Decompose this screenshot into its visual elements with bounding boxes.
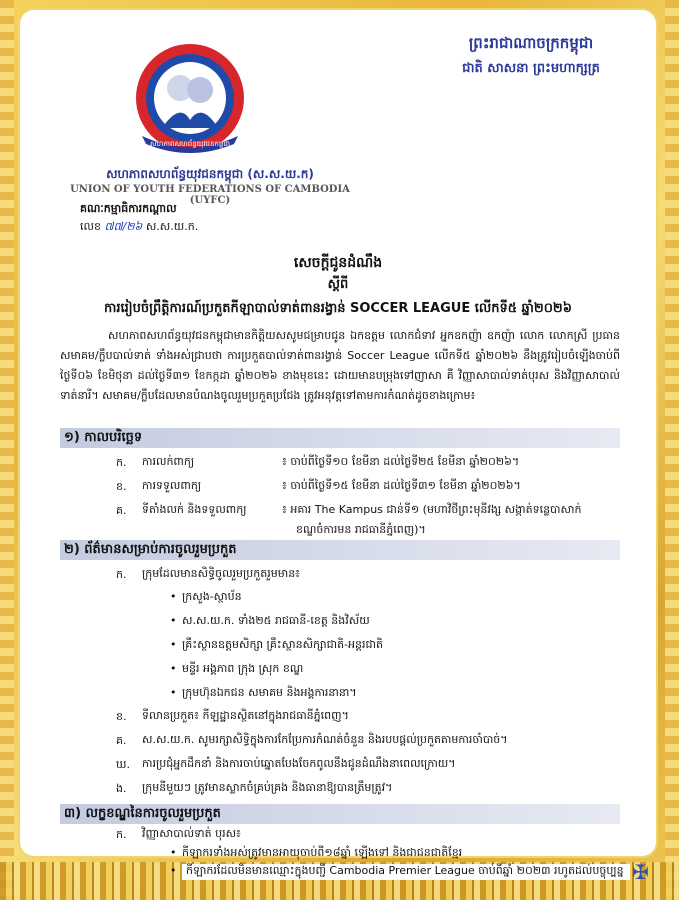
s1-row3-value: ៖ អគារ The Kampus ជាន់ទី១ (មហាវិថីព្រះមុនីវង្ស សង្កាត់ទន្លេបាសាក់ [282,503,582,516]
s1-row1-label: ការលក់ពាក្យ [142,455,195,468]
s2-a-letter: ក. [116,568,127,581]
s1-row3-label: ទីតាំងលក់ និងទទួលពាក្យ [142,503,247,516]
s2-bullet-3: • គ្រឹះស្ថានឧត្តមសិក្សា គ្រឹះស្ថានសិក្សាជាតិ-អន្តរជាតិ [182,638,383,654]
s1-row2-label: ការទទួលពាក្យ [142,479,202,492]
s2-d-letter: ឃ. [116,758,130,771]
reference-number [80,220,198,236]
kingdom-line1: ព្រះរាជាណាចក្រកម្ពុជា [468,34,594,52]
notice-title: សេចក្តីជូនដំណឹង [293,255,383,271]
s3-bullet-1: • កីឡាករទាំងអស់ត្រូវមានអាយុចាប់ពី១៨ឆ្នាំ ឡើងទៅ និងជាជនជាតិខ្មែរ [182,846,622,862]
s1-row2-value: ៖ ចាប់ពីថ្ងៃទី១៥ ខែមីនា ដល់ថ្ងៃទី៣១ ខែមីនា ឆ្នាំ២០២៦។ [282,479,521,492]
s2-bullet-4: • មន្ទីរ អង្គភាព ក្រុង ស្រុក ខណ្ឌ [182,662,303,678]
s3-a-text: វិញ្ញាសាបាល់ទាត់ បុរស៖ [142,827,241,840]
ref-prefix: លេខ [80,220,101,233]
section-3-heading: ៣) លក្ខខណ្ឌនៃការចូលរួមប្រកួត [60,804,620,824]
s2-d-text: ការប្រជុំអ្នកដឹកនាំ និងការចាប់ឆ្នោតបែងចែកពូលនឹងជូនដំណឹងនាពេលក្រោយ។ [142,757,456,770]
s2-c-letter: គ. [116,734,127,747]
kingdom-line2: ជាតិ សាសនា ព្រះមហាក្សត្រ [462,61,600,76]
uyfc-logo [110,40,270,160]
s2-bullet-5: • ក្រុមហ៊ុនឯកជន សមាគម និងអង្គការនានា។ [182,686,357,702]
section-2-heading: ២) ព័ត៌មានសម្រាប់ការចូលរួមប្រកួត [60,540,620,560]
signature-mark: ✠ [632,860,649,884]
s2-b-text: ទីលានប្រកួត៖ កីឡដ្ឋានស្ថិតនៅក្នុងរាជធានីភ្នំពេញ។ [142,709,349,722]
notice-topic: ការរៀបចំព្រឹត្តិការណ៍ប្រកួតកីឡាបាល់ទាត់ពានរង្វាន់ SOCCER LEAGUE លើកទី៥ ឆ្នាំ២០២៦ [104,301,572,316]
s2-e-letter: ង. [116,782,127,795]
s3-a-letter: ក. [116,828,127,841]
section-1-heading: ១) កាលបរិច្ឆេទ [60,428,620,448]
s2-c-text: ស.ស.យ.ក. សូមរក្សាសិទ្ធិក្នុងការកែប្រែការកំណត់ចំនួន និងរបបផ្ដល់ប្រកួតតាមការចាំបាច់។ [142,733,508,746]
right-border-pattern [665,0,679,900]
ref-suffix: ស.ស.យ.ក. [145,220,199,233]
s2-bullet-2: • ស.ស.យ.ក. ទាំង២៥ រាជធានី-ខេត្ត និងវិស័យ [182,614,370,630]
org-name-english: UNION OF YOUTH FEDERATIONS OF CAMBODIA (UYFC) [70,184,350,206]
s3-bullet-2: • កីឡាករដែលមិនមានឈ្មោះក្នុងបញ្ជី Cambodia Premier League ចាប់ពីឆ្នាំ ២០២៣ រហូតដល់បច្ចុប្បន្ន [182,864,630,880]
department: គណៈកម្មាធិការកណ្ដាល [80,202,177,215]
s2-bullet-1: • ក្រសួង-ស្ថាប័ន [182,590,242,606]
s1-row2-letter: ខ. [116,480,127,493]
logo-text: សហភាពសហព័ន្ធយុវជនកម្ពុជា [150,140,230,148]
ref-number: ៧៧/២៦ [104,220,143,233]
s2-b-letter: ខ. [116,710,127,723]
s1-row1-value: ៖ ចាប់ពីថ្ងៃទី១០ ខែមីនា ដល់ថ្ងៃទី២៥ ខែមីនា ឆ្នាំ២០២៦។ [282,455,520,468]
org-name-khmer: សហភាពសហព័ន្ធយុវជនកម្ពុជា (ស.ស.យ.ក) [106,167,314,181]
kingdom-motto [436,34,626,79]
s2-a-text: ក្រុមដែលមានសិទ្ធិចូលរួមប្រកួតរួមមាន៖ [142,567,301,580]
s1-row3-letter: គ. [116,504,127,517]
s1-row1-letter: ក. [116,456,127,469]
document-page [20,10,656,859]
s2-e-text: ក្រុមនីមួយៗ ត្រូវមានស្លាកចំគ្រប់គ្រង និងធានាឱ្យបានត្រឹមត្រូវ។ [142,781,393,794]
intro-paragraph: សហភាពសហព័ន្ធយុវជនកម្ពុជាមានកិត្តិយសសូមជម្រាបជូន ឯកឧត្តម លោកជំទាវ អ្នកឧកញ៉ា ឧកញ៉ា លោក លោកស្រី ប្រធានសមាគម/ក្លឹបបាល់ទាត់ ទាំងអស់ជ្រាបថា ការប្រកួតបាល់ទាត់ពានរង្វាន់ Soccer League លើកទី៥ ឆ្នាំ២០២៦ នឹងត្រូវរៀបចំឡើងចាប់ពីថ្ងៃទី០៦ ខែមិថុនា ដល់ថ្ងៃទី៣១ ខែកក្កដា ឆ្នាំ២០២៦ ខាងមុខនេះ ដោយមានបម្រុងទៅញាសា គឺ វិញ្ញាសាបាល់ទាត់បុរស និងវិញ្ញាសាបាល់ទាត់នារី។ សមាគម/ក្លឹបដែលមានបំណងចូលរួមប្រកួតប្រជែង ត្រូវអនុវត្តទៅតាមការកំណត់ដូចខាងក្រោម៖ [60,329,620,402]
notice-subtitle: ស្តីពី [327,277,349,292]
s1-row3-value-cont: ខណ្ឌចំការមន រាជធានីភ្នំពេញ)។ [296,523,426,536]
left-border-pattern [0,0,14,900]
